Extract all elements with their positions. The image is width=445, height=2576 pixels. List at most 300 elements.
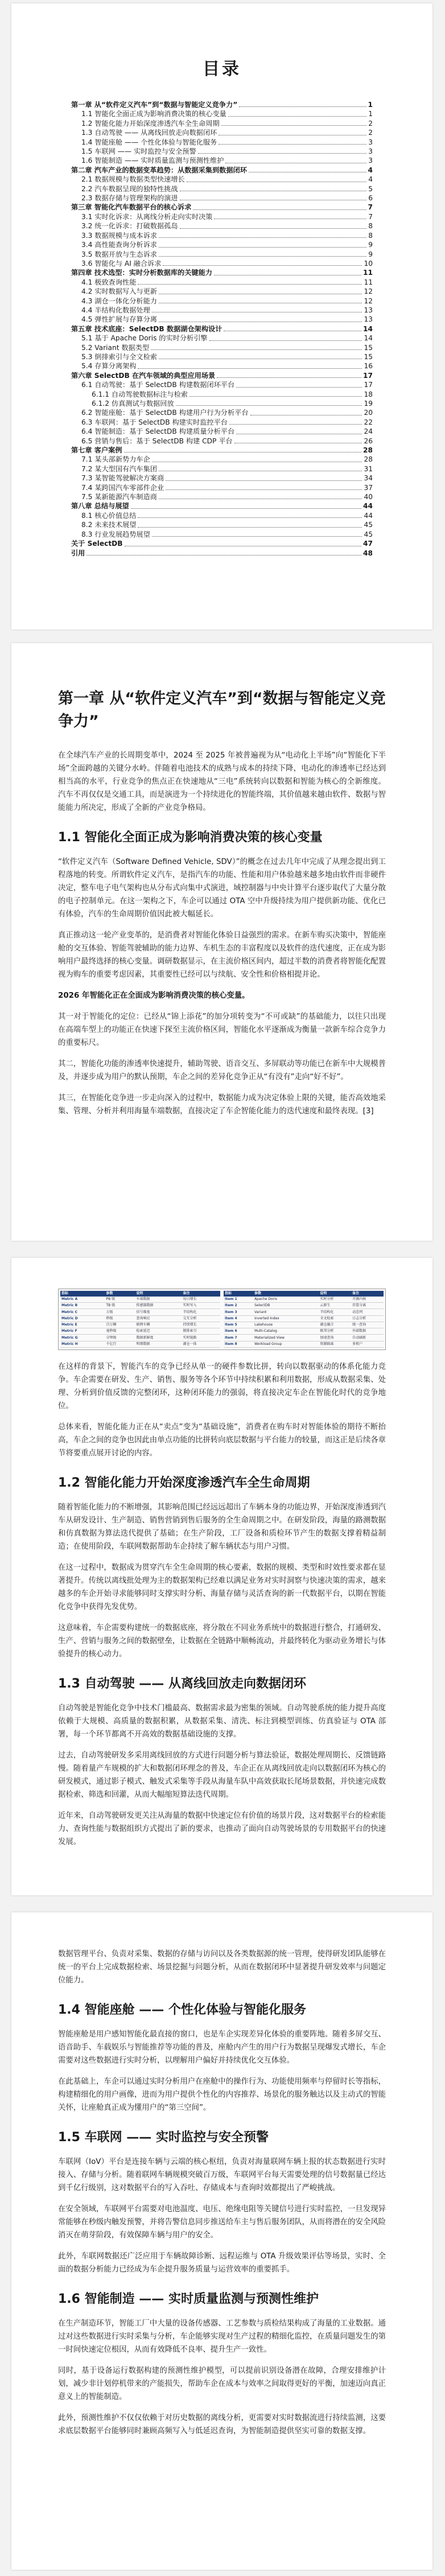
toc-leader-dots: [236, 387, 362, 388]
toc-page-number: 2: [368, 129, 373, 137]
toc-leader-dots: [159, 247, 366, 248]
toc-entry-title: 6.5 营销与售后：基于 SelectDB 构建 CDP 平台: [81, 437, 233, 445]
spec-table-cell: Metric E: [60, 1322, 105, 1328]
paragraph: 其二，智能化功能的渗透率快速提升，辅助驾驶、语音交互、多屏联动等功能已在新车中大规模普及，并逐步成为用户的默认预期，车企之间的差异化竞争正从“有没有”走向“好不好”。: [58, 1060, 386, 1081]
paragraph: 在这样的背景下，智能汽车的竞争已经从单一的硬件参数比拼，转向以数据驱动的体系化能力竞争。车企需要在研发、生产、销售、服务等各个环节中持续积累和利用数据，形成从数据采集、处理、分析到价值反馈的完整闭环，这种闭环能力的强弱，将直接决定车企在智能化时代的竞争地位。: [58, 1363, 386, 1410]
spec-table-cell: Metric G: [60, 1335, 105, 1341]
toc-page-number: 6: [368, 194, 373, 203]
toc-page-number: 20: [364, 409, 373, 417]
toc-leader-dots: [159, 256, 366, 257]
toc-entry-title: 5.2 Variant 数据类型: [81, 343, 150, 352]
toc-entry-title: 第四章 技术选型：实时分析数据库的关键能力: [71, 269, 212, 277]
spec-table-cell: Item 5: [224, 1322, 253, 1328]
toc-leader-dots: [217, 377, 361, 378]
toc-entry-title: 4.1 极致查询性能: [81, 278, 137, 286]
spec-table-cell: 开源内核: [351, 1297, 384, 1303]
toc-entry-title: 4.2 实时数据写入与更新: [81, 287, 157, 296]
toc-page-number: 11: [364, 278, 373, 286]
toc-entry[interactable]: [71, 324, 373, 334]
spec-table-cell: 信号维度: [135, 1309, 182, 1315]
toc-entry[interactable]: [71, 100, 373, 109]
toc-page-number: 1: [368, 101, 373, 109]
spec-table-cell: Metric H: [60, 1341, 105, 1347]
toc-page-number: 44: [364, 511, 373, 520]
toc-page-number: 8: [368, 231, 373, 240]
paragraph: 总体来看，智能化能力正在从“卖点”变为“基础设施”，消费者在购车时对智能体验的期待不断抬高，车企之间的竞争也因此由单点功能的比拼转向底层数据与平台能力的较量，而这正是后续各章节将要重点展开讨论的内容。: [58, 1423, 386, 1458]
toc-entry-title: 3.6 智能化与 AI 融合诉求: [81, 259, 162, 268]
toc-entry[interactable]: [71, 194, 373, 203]
toc-page-number: 17: [364, 381, 373, 389]
toc-entry-title: 7.3 某智能驾驶解决方案商: [81, 474, 164, 483]
toc-entry-title: 2.3 数据存储与管理架构的演进: [81, 194, 178, 203]
spec-table-row: [60, 1328, 220, 1335]
spec-table-cell: 统一查询: [351, 1322, 384, 1328]
section-heading: 1.4 智能座舱 —— 个性化体验与智能化服务: [58, 2003, 306, 2017]
toc-entry-title: 7.5 某新能源汽车制造商: [81, 493, 157, 501]
toc-entry[interactable]: [71, 455, 373, 464]
spec-table-cell: 湖仓一体: [182, 1341, 220, 1347]
paragraph: 在生产制造环节，智能工厂中大量的设备传感器、工艺参数与质检结果构成了海量的工业数据。通过对这些数据进行实时采集与分析，车企能够实现对生产过程的精细化监控，在质量问题发生的第一时间快速定位根因，从而有效降低不良率、提升生产一致性。: [58, 2319, 386, 2354]
toc-page-number: 10: [364, 259, 373, 268]
toc-entry[interactable]: [71, 446, 373, 455]
spec-table-header: 指标: [224, 1291, 253, 1297]
spec-table-cell: Lakehouse: [253, 1322, 319, 1328]
spec-table-cell: 毫秒级: [105, 1328, 135, 1335]
toc-leader-dots: [166, 480, 362, 481]
toc-entry[interactable]: [71, 380, 373, 389]
toc-entry[interactable]: [71, 240, 373, 249]
spec-table-header: 备注: [182, 1291, 220, 1297]
toc-page-number: 22: [364, 418, 373, 426]
toc-entry[interactable]: [71, 250, 373, 259]
toc-entry[interactable]: [71, 390, 373, 399]
spec-table-row: [224, 1328, 384, 1335]
spec-table-cell: Item 8: [224, 1341, 253, 1347]
toc-entry[interactable]: [71, 147, 373, 156]
spec-table-cell: 全文检索: [319, 1315, 351, 1322]
toc-entry[interactable]: [71, 212, 373, 221]
toc-entry[interactable]: [71, 334, 373, 343]
toc-entry[interactable]: [71, 287, 373, 296]
toc-entry-title: 1.4 智能座舱 —— 个性化体验与智能化服务: [81, 138, 217, 146]
toc-page-number: 11: [363, 269, 373, 277]
toc-entry-title: 第一章 从“软件定义汽车”到“数据与智能定义竞争力”: [71, 101, 238, 109]
toc-entry-title: 第五章 技术底座：SelectDB 数据湖仓架构设计: [71, 324, 222, 333]
toc-page-number: 13: [364, 315, 373, 324]
toc-entry[interactable]: [71, 231, 373, 240]
spec-table-cell: Item 6: [224, 1328, 253, 1335]
toc-entry-title: 7.4 某跨国汽车零部件企业: [81, 483, 164, 492]
toc-title: 目录: [203, 59, 241, 79]
spec-table-cell: 资源隔离: [319, 1341, 351, 1347]
toc-page-number: 3: [368, 157, 373, 165]
toc-page-number: 3: [368, 147, 373, 156]
toc-leader-dots: [219, 144, 366, 145]
toc-entry-title: 5.3 倒排索引与全文检索: [81, 352, 157, 361]
toc-entry-title: 6.1.1 自动驾驶数据标注与检索: [92, 390, 188, 398]
bold-callout: 2026 年智能化正在全面成为影响消费决策的核心变量。: [58, 991, 250, 1000]
spec-table-row: [224, 1309, 384, 1315]
spec-table-row: [224, 1335, 384, 1341]
spec-table-cell: 多租户: [351, 1341, 384, 1347]
toc-entry-title: 8.3 行业发展趋势展望: [81, 530, 150, 538]
toc-page-number: 31: [364, 464, 373, 473]
section-heading: 1.5 车联网 —— 实时监控与安全预警: [58, 2130, 269, 2145]
spec-table-cell: Inverted Index: [253, 1315, 319, 1322]
toc-entry[interactable]: [71, 128, 373, 137]
spec-table-cell: Item 3: [224, 1309, 253, 1315]
toc-entry-title: 5.1 基于 Apache Doris 的实时分析引擎: [81, 334, 208, 343]
toc-page-number: 37: [364, 483, 373, 492]
spec-table-cell: 交互分析: [182, 1315, 220, 1322]
paragraph: 自动驾驶是智能化竞争中技术门槛最高、数据需求最为密集的领域。自动驾驶系统的能力提升高度依赖于大规模、高质量的数据积累，从数据采集、清洗、标注到模型训练、仿真验证与 OTA 部署，每一个环节都离不开高效的数据基础设施的支撑。: [58, 1704, 386, 1739]
spec-table-cell: Materialized View: [253, 1335, 319, 1341]
toc-page-number: 40: [364, 493, 373, 501]
toc-page-number: 4: [368, 175, 373, 184]
toc-entry-title: 4.3 湖仓一体化分析能力: [81, 297, 157, 305]
spec-table-cell: 自动刷新: [351, 1335, 384, 1341]
toc-entry-title: 第七章 客户案例: [71, 446, 122, 455]
paragraph: 在安全领域，车联网平台需要对电池温度、电压、绝缘电阻等关键信号进行实时监控，一旦发现异常能够在秒级内触发预警，并将告警信息同步推送给车主与售后服务团队，从而将潜在的安全风险消灭在萌芽阶段，有效保障车辆与用户的安全。: [58, 2205, 386, 2240]
toc-entry-title: 4.5 弹性扩展与存算分离: [81, 315, 157, 324]
spec-table-cell: 联网车辆: [135, 1322, 182, 1328]
toc-entry-title: 1.6 智能制造 —— 实时质量监测与预测性维护: [81, 157, 224, 165]
toc-page-number: 7: [368, 203, 373, 212]
document-page-2: [11, 1258, 432, 1895]
spec-table-cell: 检索延迟: [135, 1328, 182, 1335]
spec-table-cell: 万级: [105, 1309, 135, 1315]
toc-entry-title: 3.5 数据开放与生态诉求: [81, 250, 157, 258]
toc-page-number: 28: [363, 446, 373, 455]
toc-entry[interactable]: [71, 109, 373, 118]
spec-table-cell: 车端数据: [135, 1297, 182, 1303]
toc-page-number: 45: [364, 530, 373, 538]
toc-entry[interactable]: [71, 408, 373, 417]
toc-entry-title: 6.1.2 仿真测试与数据回放: [92, 400, 174, 408]
toc-leader-dots: [138, 284, 362, 285]
spec-table-cell: 存算分离: [351, 1303, 384, 1309]
toc-entry-title: 第二章 汽车产业的数据变革趋势：从数据采集到数据闭环: [71, 166, 247, 174]
toc-entry[interactable]: [71, 483, 373, 492]
spec-table-row: [60, 1315, 220, 1322]
section-heading: 1.1 智能化全面正成为影响消费决策的核心变量: [58, 830, 323, 845]
spec-table-cell: 实时写入: [182, 1303, 220, 1309]
paragraph: 这意味着，车企需要构建统一的数据底座，将分散在不同业务系统中的数据进行整合，打通研发、生产、营销与服务之间的数据壁垒，让数据在全链路中顺畅流动，并最终转化为驱动业务增长与体验提升的核心动力。: [58, 1624, 386, 1659]
toc-page-number: 12: [364, 287, 373, 296]
spec-table-cell: 持续增长: [182, 1322, 220, 1328]
paragraph: 过去，自动驾驶研发多采用离线回放的方式进行问题分析与算法验证，数据处理周期长、反馈链路慢。随着量产车规模的扩大和数据闭环理念的普及，车企正在从离线回放走向以数据闭环为核心的研发模式，通过影子模式、触发式采集等手段从海量车队中高效获取长尾场景数据，并快速完成数据检索、筛选和回灌，从而大幅缩短算法迭代周期。: [58, 1751, 386, 1799]
spec-table-cell: 实时分析: [319, 1297, 351, 1303]
spec-table-cell: Item 4: [224, 1315, 253, 1322]
spec-table-cell: SelectDB: [253, 1303, 319, 1309]
toc-entry-title: 7.2 某大型国有汽车集团: [81, 464, 157, 473]
spec-table-cell: 每日增长: [182, 1297, 220, 1303]
toc-entry[interactable]: [71, 520, 373, 529]
spec-table-cell: Variant: [253, 1309, 319, 1315]
toc-entry[interactable]: [71, 464, 373, 474]
paragraph: “软件定义汽车（Software Defined Vehicle, SDV）”的概念在过去几年中完成了从理念提出到工程落地的转变。所谓软件定义汽车，是指汽车的功能、性能和用户体验越来越多地由软件而非硬件决定，整车电子电气架构也从分布式向集中式演进，域控制器与中央计算平台逐步取代了大量分散的电子控制单元。在这一架构之下，车企可以通过 OTA 空中升级持续为用户提供新功能、优化已有体验，汽车的生命周期价值因此被大幅延长。: [58, 858, 386, 919]
toc-entry[interactable]: [71, 437, 373, 446]
paragraph: 近年来，自动驾驶研发更关注从海量的数据中快速定位有价值的场景片段，这对数据平台的检索能力、查询性能与数据组织方式提出了新的要求，也推动了面向自动驾驶场景的专用数据平台的快速发展。: [58, 1812, 386, 1846]
toc-entry-title: 1.2 智能化能力开始深度渗透汽车全生命周期: [81, 119, 220, 127]
toc-entry-title: 第六章 SelectDB 在汽车领域的典型应用场景: [71, 371, 216, 380]
spec-table-cell: Metric C: [60, 1309, 105, 1315]
toc-entry-title: 6.1 自动驾驶：基于 SelectDB 构建数据闭环平台: [81, 381, 235, 389]
toc-entry-title: 8.1 核心价值总结: [81, 511, 137, 520]
toc-entry-title: 3.4 高性能查询分析诉求: [81, 241, 157, 249]
toc-leader-dots: [176, 405, 362, 406]
toc-entry-title: 第八章 总结与展望: [71, 502, 129, 511]
spec-table-header: 参数: [105, 1291, 135, 1297]
spec-table-row: [60, 1303, 220, 1309]
toc-entry-title: 引用: [71, 549, 85, 557]
toc-entry[interactable]: [71, 427, 373, 436]
toc-page-number: 4: [368, 166, 373, 174]
toc-entry[interactable]: [71, 166, 373, 175]
paragraph: 智能座舱是用户感知智能化最直接的窗口，也是车企实现差异化体验的重要阵地。随着多屏交互、语音助手、车载娱乐与智能推荐等功能的普及，座舱内产生的用户行为数据呈现爆发式增长，车企需要对这些数据进行实时分析，以理解用户偏好并持续优化交互体验。: [58, 2030, 386, 2065]
toc-entry[interactable]: [71, 352, 373, 361]
toc-leader-dots: [152, 536, 362, 537]
spec-table-cell: Metric F: [60, 1328, 105, 1335]
toc-entry[interactable]: [71, 221, 373, 231]
paragraph: 在此基础上，车企可以通过实时分析用户在座舱中的操作行为、功能使用频率与停留时长等指标，构建精细化的用户画像，进而为用户提供个性化的内容推荐、场景化的服务触达以及主动式的智能关怀，让座舱真正成为懂用户的“第三空间”。: [58, 2077, 386, 2112]
toc-entry-title: 2.2 汽车数据呈现的独特性挑战: [81, 184, 178, 193]
toc-entry-title: 1.5 车联网 —— 实时监控与安全预警: [81, 147, 196, 156]
toc-page-number: 9: [368, 250, 373, 258]
toc-entry[interactable]: [71, 278, 373, 287]
toc-entry[interactable]: [71, 539, 373, 548]
toc-page-number: 14: [364, 334, 373, 343]
paragraph: 车联网（IoV）平台是连接车辆与云端的核心枢纽，负责对海量联网车辆上报的状态数据进行实时接入、存储与分析。随着联网车辆规模突破百万级，车联网平台每天需要处理的信号数据量已经达到千亿行级别，这对数据平台的写入吞吐、存储成本与查询时效都提出了严峻挑战。: [58, 2158, 386, 2192]
toc-entry[interactable]: [71, 175, 373, 184]
spec-table-row: [60, 1309, 220, 1315]
spec-table-cell: Apache Doris: [253, 1297, 319, 1303]
toc-entry[interactable]: [71, 501, 373, 511]
toc-entry-title: 1.3 自动驾驶 —— 从离线回放走向数据闭环: [81, 129, 217, 137]
toc-leader-dots: [151, 349, 362, 350]
spec-table-header: 备注: [351, 1291, 384, 1297]
spec-table-row: [224, 1297, 384, 1303]
toc-page-number: 48: [363, 549, 373, 557]
spec-table-cell: 分钟级: [105, 1335, 135, 1341]
paragraph: 此外，预测性维护不仅仅依赖于对历史数据的离线分析，更需要对实时数据流进行持续监测，这要求底层数据平台能够同时兼顾高频写入与低延迟查询，为智能制造提供坚实可靠的数据支撑。: [58, 2414, 386, 2435]
toc-leader-dots: [198, 153, 367, 154]
spec-table-cell: 半结构化: [182, 1309, 220, 1315]
toc-entry[interactable]: [71, 399, 373, 408]
toc-leader-dots: [189, 396, 362, 397]
spec-table-cell: 湖仓融合: [319, 1322, 351, 1328]
toc-page-number: 28: [364, 455, 373, 464]
spec-table-header: 说明: [319, 1291, 351, 1297]
section-heading: 1.2 智能化能力开始深度渗透汽车全生命周期: [58, 1476, 310, 1490]
toc-page-number: 8: [368, 222, 373, 231]
toc-leader-dots: [131, 508, 361, 509]
toc-page-number: 13: [364, 306, 373, 314]
toc-leader-dots: [138, 517, 362, 518]
toc-leader-dots: [193, 209, 366, 210]
toc-entry-title: 3.3 数据规模与成本诉求: [81, 231, 157, 240]
toc-page-number: 2: [368, 119, 373, 127]
toc-page-number: 15: [364, 343, 373, 352]
spec-table-cell: 千亿行: [105, 1341, 135, 1347]
toc-entry-title: 3.1 实时化诉求：从离线分析走向实时决策: [81, 212, 213, 221]
spec-table-row: [60, 1322, 220, 1328]
toc-entry[interactable]: [71, 119, 373, 128]
toc-page-number: 3: [368, 138, 373, 146]
spec-table-cell: 明细数据: [135, 1341, 182, 1347]
toc-leader-dots: [239, 106, 366, 107]
chapter-title: 第一章 从“软件定义汽车”到“数据与智能定义竞争力”: [58, 690, 386, 730]
paragraph: 在全球汽车产业的长周期变革中，2024 至 2025 年被普遍视为从“电动化上半场”向“智能化下半场”全面跨越的关键分水岭。伴随着电池技术的成熟与成本的持续下降，电动化的渗透率已经达到相当高的水平，行业竞争的焦点正在快速地从“三电”系统转向以数据和智能为核心的全新维度。汽车不再仅仅是交通工具，而是演进为一个持续进化的智能终端，其价值越来越由软件、数据与智能能力所决定，形成了全新的产业竞争格局。: [58, 751, 386, 812]
toc-entry[interactable]: [71, 361, 373, 371]
paragraph: 同时，基于设备运行数据构建的预测性维护模型，可以提前识别设备潜在故障，合理安排维护计划，减少非计划停机带来的产能损失，帮助车企在成本与效率之间取得更好的平衡，加速迈向真正意义上的智能制造。: [58, 2367, 386, 2401]
paragraph: 在这一过程中，数据成为贯穿汽车全生命周期的核心要素，数据的规模、类型和时效性要求都在显著提升。传统以离线批处理为主的数据架构已经难以满足业务对实时洞察与快速决策的需求，越来越多的车企开始寻求能够同时支撑实时分析、海量存储与灵活查询的新一代数据平台，以期在智能化竞争中获得先发优势。: [58, 1563, 386, 1611]
toc-leader-dots: [138, 527, 362, 528]
toc-entry[interactable]: [71, 203, 373, 212]
spec-table-cell: TB 级: [105, 1303, 135, 1309]
spec-table-cell: Item 7: [224, 1335, 253, 1341]
toc-entry[interactable]: [71, 156, 373, 165]
toc-entry[interactable]: [71, 418, 373, 427]
document-page-1: [11, 643, 432, 1241]
toc-page-number: 9: [368, 241, 373, 249]
toc-entry-title: 2.1 数据规模与数据类型快速增长: [81, 175, 185, 184]
toc-page-number: 24: [364, 427, 373, 436]
spec-table-cell: 秒级: [105, 1315, 135, 1322]
toc-list: [11, 100, 432, 558]
spec-table-row: [224, 1341, 384, 1347]
paragraph: 此外，车联网数据还广泛应用于车辆故障诊断、远程运维与 OTA 升级效果评估等场景，实时、全面的数据分析能力已经成为车企提升服务质量与运营效率的重要抓手。: [58, 2252, 386, 2274]
toc-entry[interactable]: [71, 315, 373, 324]
toc-entry-title: 5.4 存算分离架构: [81, 362, 137, 371]
spec-table-cell: 倒排索引: [182, 1328, 220, 1335]
spec-table-cell: Metric B: [60, 1303, 105, 1309]
toc-page-number: 19: [364, 400, 373, 408]
toc-entry[interactable]: [71, 371, 373, 380]
toc-entry[interactable]: [71, 297, 373, 306]
toc-page-number: 17: [363, 371, 373, 380]
toc-leader-dots: [221, 125, 367, 126]
toc-page-number: 12: [364, 297, 373, 305]
spec-table-row: [224, 1322, 384, 1328]
document-page-3: [11, 1912, 432, 2570]
toc-entry-title: 8.2 未来技术展望: [81, 521, 137, 529]
spec-table-row: [224, 1315, 384, 1322]
spec-table-right: [224, 1291, 384, 1348]
toc-entry-title: 7.1 某头部新势力车企: [81, 455, 150, 464]
toc-page-number: 14: [363, 324, 373, 333]
toc-page-number: 47: [363, 540, 373, 548]
toc-page-number: 44: [363, 502, 373, 511]
spec-table-header: 说明: [135, 1291, 182, 1297]
toc-leader-dots: [209, 340, 362, 341]
spec-table-cell: 数据新鲜度: [135, 1335, 182, 1341]
toc-entry-title: 3.2 统一化诉求：打破数据孤岛: [81, 222, 178, 231]
spec-table-cell: 传感器数据: [135, 1303, 182, 1309]
spec-table-cell: Metric D: [60, 1315, 105, 1322]
toc-page-number: 1: [368, 110, 373, 118]
spec-table-header: 指标: [60, 1291, 105, 1297]
toc-page-number: 7: [368, 212, 373, 221]
toc-entry[interactable]: [71, 492, 373, 501]
toc-leader-dots: [166, 489, 362, 490]
toc-entry[interactable]: [71, 549, 373, 558]
toc-entry-title: 关于 SelectDB: [71, 540, 123, 548]
spec-table-row: [60, 1297, 220, 1303]
toc-leader-dots: [180, 228, 367, 229]
spec-table-cell: Item 1: [224, 1297, 253, 1303]
toc-entry[interactable]: [71, 530, 373, 539]
toc-leader-dots: [138, 368, 362, 369]
spec-table-cell: PB 级: [105, 1297, 135, 1303]
toc-leader-dots: [163, 265, 362, 266]
spec-table-row: [60, 1341, 220, 1347]
spec-table-cell: 实时链路: [182, 1335, 220, 1341]
toc-entry-title: 4.4 半结构化数据处理: [81, 306, 150, 314]
toc-entry[interactable]: [71, 474, 373, 483]
toc-entry[interactable]: [71, 259, 373, 268]
toc-entry-title: 6.2 智能座舱：基于 SelectDB 构建用户行为分析平台: [81, 409, 249, 417]
spec-table-figure: [58, 1289, 386, 1350]
spec-table-cell: 半结构化: [319, 1309, 351, 1315]
spec-table-cell: Item 2: [224, 1303, 253, 1309]
spec-table-cell: 外部数据: [351, 1328, 384, 1335]
section-heading: 1.6 智能制造 —— 实时质量监测与预测性维护: [58, 2292, 319, 2306]
spec-table-cell: Metric A: [60, 1297, 105, 1303]
toc-entry-title: 6.4 智能制造：基于 SelectDB 构建质量分析平台: [81, 427, 235, 436]
spec-table-left: [60, 1291, 220, 1348]
toc-page-number: 15: [364, 352, 373, 361]
paragraph: 随着智能化能力的不断增强，其影响范围已经远远超出了车辆本身的功能边界，开始深度渗透到汽车从研发设计、生产制造、销售营销到售后服务的全生命周期之中。在研发阶段，海量的路测数据和仿真数据为算法迭代提供了基础；在生产阶段，工厂设备和质检环节产生的数据支撑着精益制造；在使用阶段，车联网数据帮助车企持续了解车辆状态与用户习惯。: [58, 1503, 386, 1551]
toc-leader-dots: [229, 424, 362, 425]
spec-table-row: [224, 1303, 384, 1309]
toc-entry[interactable]: [71, 511, 373, 520]
toc-page-number: 45: [364, 521, 373, 529]
spec-table-cell: 查询响应: [135, 1315, 182, 1322]
toc-page-number: 18: [364, 390, 373, 398]
spec-table-cell: 联邦分析: [319, 1328, 351, 1335]
toc-page-number: 5: [368, 184, 373, 193]
toc-entry-title: 第三章 智能化汽车数据平台的核心诉求: [71, 203, 192, 212]
toc-entry-title: 6.3 车联网：基于 SelectDB 构建实时监控平台: [81, 418, 228, 426]
spec-table-cell: 加速查询: [319, 1335, 351, 1341]
toc-entry[interactable]: [71, 184, 373, 194]
spec-table-cell: Multi-Catalog: [253, 1328, 319, 1335]
paragraph: 数据管理平台、负责对采集、数据的存储与访问以及各类数据源的统一管理，使得研发团队能够在统一的平台上完成数据检索、场景挖掘与问题分析，从而在数据闭环中显著提升研发效率与问题定位能力。: [58, 1950, 386, 1985]
toc-page-number: 34: [364, 474, 373, 483]
toc-entry[interactable]: [71, 268, 373, 277]
toc-entry[interactable]: [71, 343, 373, 352]
spec-table-cell: Workload Group: [253, 1341, 319, 1347]
spec-table-header: 参数: [253, 1291, 319, 1297]
spec-table-cell: 动态列: [351, 1309, 384, 1315]
toc-page: [11, 3, 432, 629]
spec-table-cell: 日志分析: [351, 1315, 384, 1322]
toc-entry-title: 1.1 智能化全面正成为影响消费决策的核心变量: [81, 110, 226, 118]
toc-entry[interactable]: [71, 138, 373, 147]
spec-table-cell: 云原生: [319, 1303, 351, 1309]
paragraph: 真正推动这一轮产业变革的，是消费者对智能化体验日益强烈的需求。在新车购买决策中，智能座舱的交互体验、智能驾驶辅助的能力边界、车机生态的丰富程度以及软件的迭代速度，正在成为影响用户最终选择的核心变量。调研数据显示，在主流价格区间内，超过半数的消费者将智能化配置视为购车的重要考虑因素，其重要性已经可以与续航、安全性和价格相提并论。: [58, 931, 386, 979]
spec-table-row: [60, 1335, 220, 1341]
paragraph: 其一对于智能化的定位：已经从“锦上添花”的加分项转变为“不可或缺”的基础能力，以往只出现在高端车型上的功能正在快速下探至主流价格区间，智能化水平逐渐成为衡量一款新车综合竞争力的重要标尺。: [58, 1013, 386, 1047]
toc-page-number: 26: [364, 437, 373, 445]
toc-leader-dots: [159, 237, 366, 238]
toc-entry[interactable]: [71, 306, 373, 315]
paragraph: 其三，在智能化竞争进一步走向深入的过程中，数据能力成为决定体验上限的关键，能否高效地采集、管理、分析并利用海量车端数据，直接决定了车企智能化能力的迭代速度和最终表现。[3]: [58, 1094, 386, 1116]
section-heading: 1.3 自动驾驶 —— 从离线回放走向数据闭环: [58, 1677, 306, 1691]
toc-page-number: 16: [364, 362, 373, 371]
spec-table-cell: 百万辆: [105, 1322, 135, 1328]
